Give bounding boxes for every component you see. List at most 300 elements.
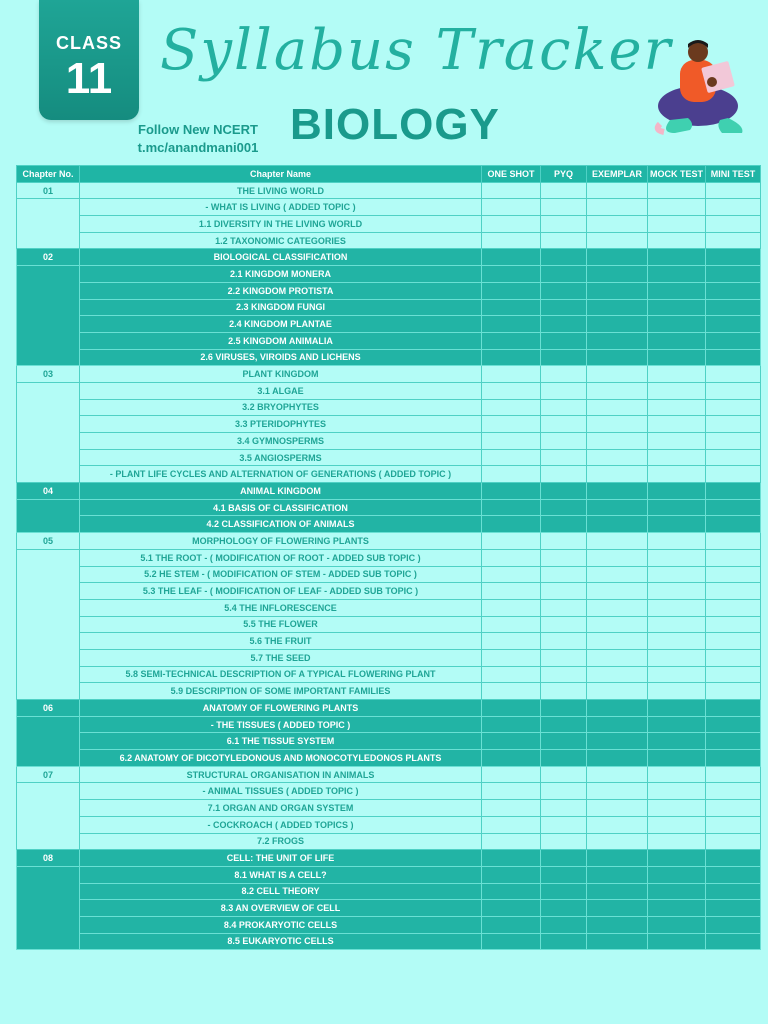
mini-test-cell[interactable] [706,332,761,349]
topic-name: 2.4 KINGDOM PLANTAE [80,316,482,333]
mini-test-cell[interactable] [706,566,761,583]
exemplar-cell[interactable] [587,666,648,683]
mock-test-cell[interactable] [648,583,706,600]
mock-test-cell[interactable] [648,666,706,683]
exemplar-cell[interactable] [587,783,648,800]
one-shot-cell[interactable] [482,449,541,466]
exemplar-cell[interactable] [587,616,648,633]
pyq-cell[interactable] [541,349,587,366]
mini-test-cell[interactable] [706,266,761,283]
mini-test-cell[interactable] [706,616,761,633]
mini-test-cell[interactable] [706,683,761,700]
table-row [17,833,761,850]
pyq-cell[interactable] [541,599,587,616]
mock-test-cell[interactable] [648,750,706,767]
exemplar-cell[interactable] [587,766,648,783]
one-shot-cell[interactable] [482,700,541,717]
mock-test-cell[interactable] [648,533,706,550]
pyq-cell[interactable] [541,933,587,950]
column-header: Chapter Name [80,166,482,183]
column-header: PYQ [541,166,587,183]
pyq-cell[interactable] [541,633,587,650]
mock-test-cell[interactable] [648,399,706,416]
one-shot-cell[interactable] [482,299,541,316]
exemplar-cell[interactable] [587,816,648,833]
topic-name: 5.9 DESCRIPTION OF SOME IMPORTANT FAMILIES [80,683,482,700]
exemplar-cell[interactable] [587,599,648,616]
pyq-cell[interactable] [541,299,587,316]
mini-test-cell[interactable] [706,816,761,833]
mock-test-cell[interactable] [648,616,706,633]
mini-test-cell[interactable] [706,549,761,566]
one-shot-cell[interactable] [482,466,541,483]
one-shot-cell[interactable] [482,883,541,900]
mock-test-cell[interactable] [648,716,706,733]
column-header: ONE SHOT [482,166,541,183]
mini-test-cell[interactable] [706,299,761,316]
table-row [17,316,761,333]
table-row [17,516,761,533]
mock-test-cell[interactable] [648,700,706,717]
topic-name: 5.5 THE FLOWER [80,616,482,633]
exemplar-cell[interactable] [587,232,648,249]
one-shot-cell[interactable] [482,549,541,566]
mock-test-cell[interactable] [648,466,706,483]
one-shot-cell[interactable] [482,399,541,416]
exemplar-cell[interactable] [587,683,648,700]
pyq-cell[interactable] [541,916,587,933]
column-header: EXEMPLAR [587,166,648,183]
mock-test-cell[interactable] [648,182,706,199]
chapter-title: ANIMAL KINGDOM [80,483,482,500]
mini-test-cell[interactable] [706,516,761,533]
pyq-cell[interactable] [541,866,587,883]
mini-test-cell[interactable] [706,916,761,933]
mini-test-cell[interactable] [706,232,761,249]
mini-test-cell[interactable] [706,633,761,650]
pyq-cell[interactable] [541,266,587,283]
mock-test-cell[interactable] [648,783,706,800]
mock-test-cell[interactable] [648,833,706,850]
mock-test-cell[interactable] [648,816,706,833]
one-shot-cell[interactable] [482,666,541,683]
one-shot-cell[interactable] [482,282,541,299]
class-label: CLASS [55,33,122,53]
pyq-cell[interactable] [541,583,587,600]
pyq-cell[interactable] [541,850,587,867]
pyq-cell[interactable] [541,700,587,717]
pyq-cell[interactable] [541,883,587,900]
mini-test-cell[interactable] [706,533,761,550]
table-row [17,700,761,717]
table-row [17,800,761,817]
table-row [17,349,761,366]
mock-test-cell[interactable] [648,216,706,233]
one-shot-cell[interactable] [482,216,541,233]
one-shot-cell[interactable] [482,716,541,733]
pyq-cell[interactable] [541,449,587,466]
pyq-cell[interactable] [541,332,587,349]
mini-test-cell[interactable] [706,883,761,900]
topic-name: 6.1 THE TISSUE SYSTEM [80,733,482,750]
topic-name: 8.1 WHAT IS A CELL? [80,866,482,883]
syllabus-table [16,165,761,950]
exemplar-cell[interactable] [587,399,648,416]
mock-test-cell[interactable] [648,332,706,349]
mini-test-cell[interactable] [706,433,761,450]
mock-test-cell[interactable] [648,232,706,249]
pyq-cell[interactable] [541,566,587,583]
column-header: Chapter No. [17,166,80,183]
table-row [17,483,761,500]
pyq-cell[interactable] [541,833,587,850]
exemplar-cell[interactable] [587,583,648,600]
pyq-cell[interactable] [541,499,587,516]
mini-test-cell[interactable] [706,700,761,717]
exemplar-cell[interactable] [587,833,648,850]
exemplar-cell[interactable] [587,216,648,233]
exemplar-cell[interactable] [587,700,648,717]
one-shot-cell[interactable] [482,332,541,349]
pyq-cell[interactable] [541,533,587,550]
pyq-cell[interactable] [541,282,587,299]
mini-test-cell[interactable] [706,316,761,333]
table-header-row [17,166,761,183]
table-row [17,449,761,466]
one-shot-cell[interactable] [482,533,541,550]
exemplar-cell[interactable] [587,366,648,383]
one-shot-cell[interactable] [482,566,541,583]
mock-test-cell[interactable] [648,683,706,700]
mock-test-cell[interactable] [648,266,706,283]
one-shot-cell[interactable] [482,316,541,333]
exemplar-cell[interactable] [587,733,648,750]
mini-test-cell[interactable] [706,583,761,600]
exemplar-cell[interactable] [587,249,648,266]
one-shot-cell[interactable] [482,232,541,249]
mock-test-cell[interactable] [648,733,706,750]
mini-test-cell[interactable] [706,466,761,483]
topic-name: 2.5 KINGDOM ANIMALIA [80,332,482,349]
mini-test-cell[interactable] [706,783,761,800]
mock-test-cell[interactable] [648,282,706,299]
chapter-number: 07 [17,766,80,783]
exemplar-cell[interactable] [587,332,648,349]
one-shot-cell[interactable] [482,633,541,650]
mock-test-cell[interactable] [648,800,706,817]
one-shot-cell[interactable] [482,583,541,600]
mini-test-cell[interactable] [706,599,761,616]
mock-test-cell[interactable] [648,566,706,583]
class-badge [39,0,139,120]
one-shot-cell[interactable] [482,366,541,383]
table-row [17,549,761,566]
mini-test-cell[interactable] [706,382,761,399]
mini-test-cell[interactable] [706,199,761,216]
one-shot-cell[interactable] [482,349,541,366]
exemplar-cell[interactable] [587,266,648,283]
exemplar-cell[interactable] [587,883,648,900]
table-row [17,716,761,733]
pyq-cell[interactable] [541,649,587,666]
pyq-cell[interactable] [541,416,587,433]
table-row [17,933,761,950]
pyq-cell[interactable] [541,800,587,817]
pyq-cell[interactable] [541,466,587,483]
one-shot-cell[interactable] [482,483,541,500]
pyq-cell[interactable] [541,249,587,266]
pyq-cell[interactable] [541,666,587,683]
mini-test-cell[interactable] [706,449,761,466]
table-row [17,783,761,800]
mock-test-cell[interactable] [648,299,706,316]
exemplar-cell[interactable] [587,382,648,399]
one-shot-cell[interactable] [482,750,541,767]
one-shot-cell[interactable] [482,416,541,433]
exemplar-cell[interactable] [587,483,648,500]
one-shot-cell[interactable] [482,182,541,199]
mini-test-cell[interactable] [706,649,761,666]
one-shot-cell[interactable] [482,616,541,633]
mini-test-cell[interactable] [706,866,761,883]
table-row [17,332,761,349]
one-shot-cell[interactable] [482,900,541,917]
mock-test-cell[interactable] [648,349,706,366]
mini-test-cell[interactable] [706,416,761,433]
one-shot-cell[interactable] [482,433,541,450]
mini-test-cell[interactable] [706,933,761,950]
one-shot-cell[interactable] [482,933,541,950]
table-row [17,299,761,316]
pyq-cell[interactable] [541,382,587,399]
pyq-cell[interactable] [541,716,587,733]
mock-test-cell[interactable] [648,249,706,266]
exemplar-cell[interactable] [587,282,648,299]
one-shot-cell[interactable] [482,850,541,867]
mini-test-cell[interactable] [706,833,761,850]
mock-test-cell[interactable] [648,483,706,500]
pyq-cell[interactable] [541,483,587,500]
pyq-cell[interactable] [541,683,587,700]
one-shot-cell[interactable] [482,916,541,933]
pyq-cell[interactable] [541,516,587,533]
exemplar-cell[interactable] [587,866,648,883]
mock-test-cell[interactable] [648,916,706,933]
one-shot-cell[interactable] [482,816,541,833]
topic-name: 3.1 ALGAE [80,382,482,399]
one-shot-cell[interactable] [482,800,541,817]
follow-info [128,121,268,157]
table-row [17,850,761,867]
table-row [17,216,761,233]
topic-name: 4.2 CLASSIFICATION OF ANIMALS [80,516,482,533]
exemplar-cell[interactable] [587,916,648,933]
table-row [17,416,761,433]
mock-test-cell[interactable] [648,766,706,783]
exemplar-cell[interactable] [587,933,648,950]
table-row [17,766,761,783]
one-shot-cell[interactable] [482,516,541,533]
pyq-cell[interactable] [541,316,587,333]
mock-test-cell[interactable] [648,599,706,616]
table-row [17,533,761,550]
pyq-cell[interactable] [541,216,587,233]
pyq-cell[interactable] [541,232,587,249]
one-shot-cell[interactable] [482,733,541,750]
mini-test-cell[interactable] [706,399,761,416]
mock-test-cell[interactable] [648,199,706,216]
exemplar-cell[interactable] [587,316,648,333]
exemplar-cell[interactable] [587,416,648,433]
mini-test-cell[interactable] [706,282,761,299]
pyq-cell[interactable] [541,750,587,767]
table-row [17,566,761,583]
one-shot-cell[interactable] [482,866,541,883]
topic-name: 1.2 TAXONOMIC CATEGORIES [80,232,482,249]
pyq-cell[interactable] [541,766,587,783]
table-row [17,750,761,767]
chapter-number-spacer [17,499,80,532]
mini-test-cell[interactable] [706,766,761,783]
topic-name: 2.3 KINGDOM FUNGI [80,299,482,316]
mini-test-cell[interactable] [706,750,761,767]
mini-test-cell[interactable] [706,216,761,233]
pyq-cell[interactable] [541,399,587,416]
reading-person-illustration [650,38,760,138]
mini-test-cell[interactable] [706,716,761,733]
mock-test-cell[interactable] [648,900,706,917]
exemplar-cell[interactable] [587,182,648,199]
table-row [17,199,761,216]
exemplar-cell[interactable] [587,299,648,316]
mini-test-cell[interactable] [706,800,761,817]
mini-test-cell[interactable] [706,499,761,516]
mock-test-cell[interactable] [648,366,706,383]
exemplar-cell[interactable] [587,566,648,583]
mock-test-cell[interactable] [648,449,706,466]
table-row [17,666,761,683]
table-row [17,266,761,283]
topic-name: - THE TISSUES ( ADDED TOPIC ) [80,716,482,733]
pyq-cell[interactable] [541,366,587,383]
exemplar-cell[interactable] [587,499,648,516]
mock-test-cell[interactable] [648,866,706,883]
exemplar-cell[interactable] [587,850,648,867]
one-shot-cell[interactable] [482,199,541,216]
topic-name: 3.4 GYMNOSPERMS [80,433,482,450]
pyq-cell[interactable] [541,816,587,833]
column-header: MOCK TEST [648,166,706,183]
pyq-cell[interactable] [541,433,587,450]
one-shot-cell[interactable] [482,683,541,700]
exemplar-cell[interactable] [587,716,648,733]
table-row [17,900,761,917]
one-shot-cell[interactable] [482,599,541,616]
pyq-cell[interactable] [541,199,587,216]
exemplar-cell[interactable] [587,649,648,666]
mock-test-cell[interactable] [648,316,706,333]
mini-test-cell[interactable] [706,666,761,683]
exemplar-cell[interactable] [587,900,648,917]
one-shot-cell[interactable] [482,249,541,266]
mini-test-cell[interactable] [706,483,761,500]
exemplar-cell[interactable] [587,516,648,533]
mini-test-cell[interactable] [706,850,761,867]
topic-name: 4.1 BASIS OF CLASSIFICATION [80,499,482,516]
exemplar-cell[interactable] [587,633,648,650]
one-shot-cell[interactable] [482,266,541,283]
mock-test-cell[interactable] [648,516,706,533]
mock-test-cell[interactable] [648,633,706,650]
pyq-cell[interactable] [541,616,587,633]
one-shot-cell[interactable] [482,649,541,666]
mini-test-cell[interactable] [706,900,761,917]
telegram-link[interactable]: t.mc/anandmani001 [137,140,259,155]
exemplar-cell[interactable] [587,433,648,450]
chapter-title: MORPHOLOGY OF FLOWERING PLANTS [80,533,482,550]
one-shot-cell[interactable] [482,833,541,850]
topic-name: 8.3 AN OVERVIEW OF CELL [80,900,482,917]
chapter-number: 03 [17,366,80,383]
exemplar-cell[interactable] [587,800,648,817]
one-shot-cell[interactable] [482,499,541,516]
mini-test-cell[interactable] [706,182,761,199]
chapter-title: THE LIVING WORLD [80,182,482,199]
exemplar-cell[interactable] [587,199,648,216]
mock-test-cell[interactable] [648,499,706,516]
mock-test-cell[interactable] [648,382,706,399]
exemplar-cell[interactable] [587,349,648,366]
table-row [17,249,761,266]
mini-test-cell[interactable] [706,366,761,383]
exemplar-cell[interactable] [587,549,648,566]
exemplar-cell[interactable] [587,449,648,466]
table-row [17,282,761,299]
pyq-cell[interactable] [541,182,587,199]
mini-test-cell[interactable] [706,249,761,266]
exemplar-cell[interactable] [587,750,648,767]
mock-test-cell[interactable] [648,883,706,900]
chapter-title: BIOLOGICAL CLASSIFICATION [80,249,482,266]
topic-name: - COCKROACH ( ADDED TOPICS ) [80,816,482,833]
mock-test-cell[interactable] [648,416,706,433]
pyq-cell[interactable] [541,783,587,800]
pyq-cell[interactable] [541,900,587,917]
exemplar-cell[interactable] [587,533,648,550]
one-shot-cell[interactable] [482,382,541,399]
mock-test-cell[interactable] [648,649,706,666]
table-row [17,599,761,616]
mock-test-cell[interactable] [648,850,706,867]
topic-name: 2.1 KINGDOM MONERA [80,266,482,283]
subject-title: BIOLOGY [290,100,500,149]
table-row [17,916,761,933]
mock-test-cell[interactable] [648,433,706,450]
mini-test-cell[interactable] [706,349,761,366]
pyq-cell[interactable] [541,733,587,750]
mock-test-cell[interactable] [648,549,706,566]
exemplar-cell[interactable] [587,466,648,483]
mini-test-cell[interactable] [706,733,761,750]
pyq-cell[interactable] [541,549,587,566]
one-shot-cell[interactable] [482,783,541,800]
table-body [17,182,761,950]
follow-text: Follow New NCERT [138,122,258,137]
table-row [17,583,761,600]
mock-test-cell[interactable] [648,933,706,950]
one-shot-cell[interactable] [482,766,541,783]
table-row [17,399,761,416]
